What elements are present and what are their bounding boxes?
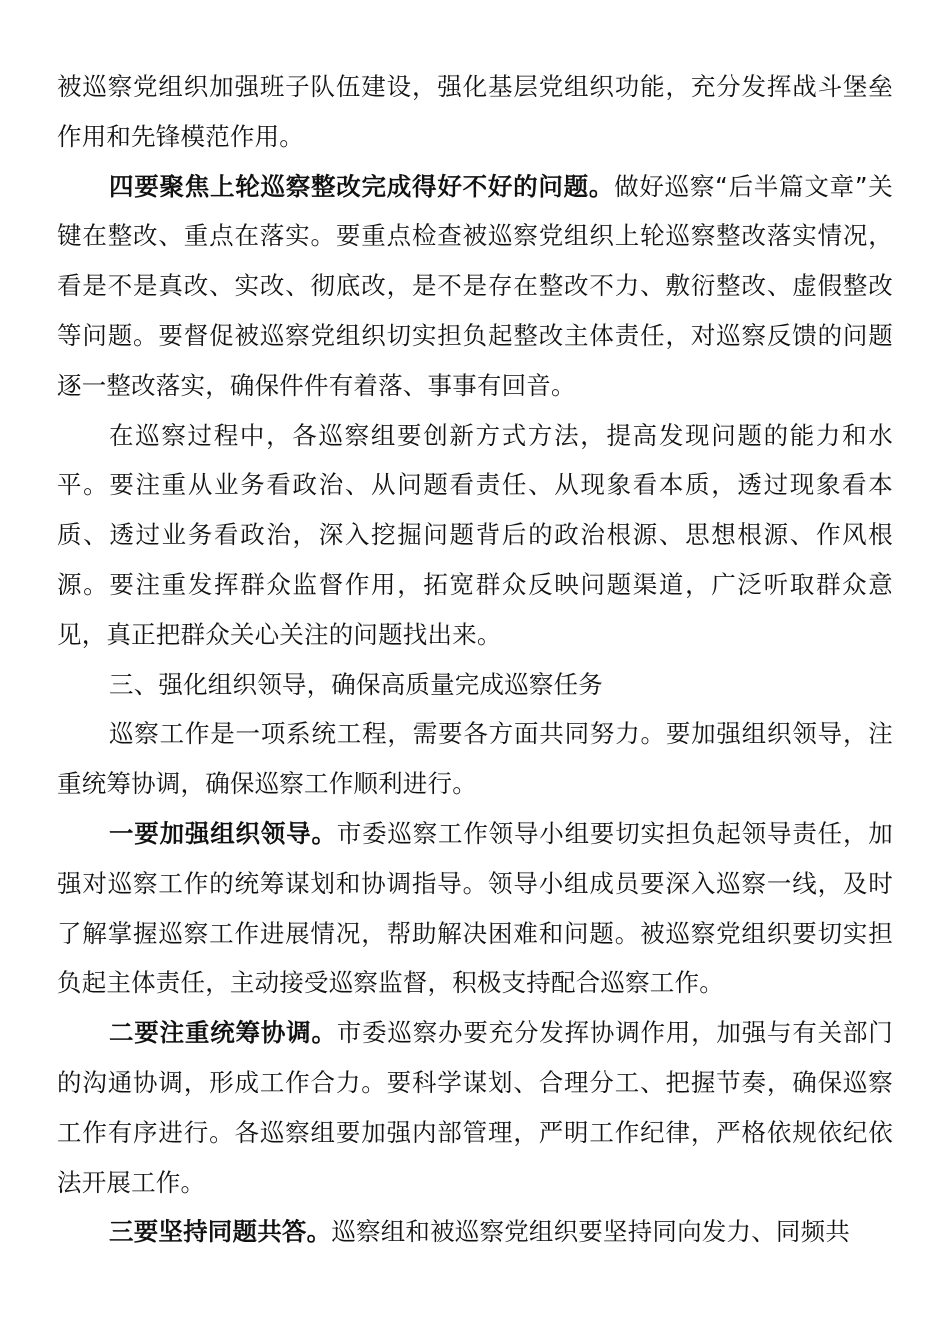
section-heading-text: 三、强化组织领导，确保高质量完成巡察任务 bbox=[109, 669, 603, 699]
paragraph-text: 在巡察过程中，各巡察组要创新方式方法，提高发现问题的能力和水平。要注重从业务看政治、从问题看责任、从现象看本质，透过现象看本质、透过业务看政治，深入挖掘问题背后的政治根源、思想根源、作风根源。要注重发挥群众监督作用，拓宽群众反映问题渠道，广泛听取群众意见，真正把群众关心关注的问题找出来。 bbox=[57, 420, 893, 649]
paragraph-text: 做好巡察“后半篇文章”关键在整改、重点在落实。要重点检查被巡察党组织上轮巡察整改落实情况，看是不是真改、实改、彻底改，是不是存在整改不力、敷衍整改、虚假整改等问题。要督促被巡察党组织切实担负起整改主体责任，对巡察反馈的问题逐一整改落实，确保件件有着落、事事有回音。 bbox=[57, 171, 893, 400]
paragraph-lead: 一要加强组织领导。 bbox=[109, 818, 337, 848]
document-page bbox=[57, 62, 893, 1257]
section-heading-three bbox=[57, 660, 893, 710]
paragraph-joint-answer bbox=[57, 1207, 893, 1257]
paragraph-lead: 四要聚焦上轮巡察整改完成得好不好的问题。 bbox=[109, 171, 615, 201]
paragraph-inspection-process bbox=[57, 411, 893, 660]
paragraph-continued bbox=[57, 62, 893, 162]
paragraph-leadership bbox=[57, 809, 893, 1008]
paragraph-focus-rectification bbox=[57, 162, 893, 411]
paragraph-lead: 二要注重统筹协调。 bbox=[109, 1018, 337, 1048]
paragraph-text: 市委巡察工作领导小组要切实担负起领导责任，加强对巡察工作的统筹谋划和协调指导。领导小组成员要深入巡察一线，及时了解掌握巡察工作进展情况，帮助解决困难和问题。被巡察党组织要切实担负起主体责任，主动接受巡察监督，积极支持配合巡察工作。 bbox=[57, 818, 893, 998]
paragraph-text: 巡察工作是一项系统工程，需要各方面共同努力。要加强组织领导，注重统筹协调，确保巡察工作顺利进行。 bbox=[57, 719, 893, 799]
paragraph-coordination bbox=[57, 1008, 893, 1207]
paragraph-text: 市委巡察办要充分发挥协调作用，加强与有关部门的沟通协调，形成工作合力。要科学谋划、合理分工、把握节奏，确保巡察工作有序进行。各巡察组要加强内部管理，严明工作纪律，严格依规依纪依法开展工作。 bbox=[57, 1018, 893, 1197]
paragraph-text: 巡察组和被巡察党组织要坚持同向发力、同频共 bbox=[331, 1217, 851, 1247]
paragraph-text: 被巡察党组织加强班子队伍建设，强化基层党组织功能，充分发挥战斗堡垒作用和先锋模范作用。 bbox=[57, 72, 893, 151]
paragraph-lead: 三要坚持同题共答。 bbox=[109, 1217, 332, 1247]
paragraph-system-project bbox=[57, 709, 893, 809]
